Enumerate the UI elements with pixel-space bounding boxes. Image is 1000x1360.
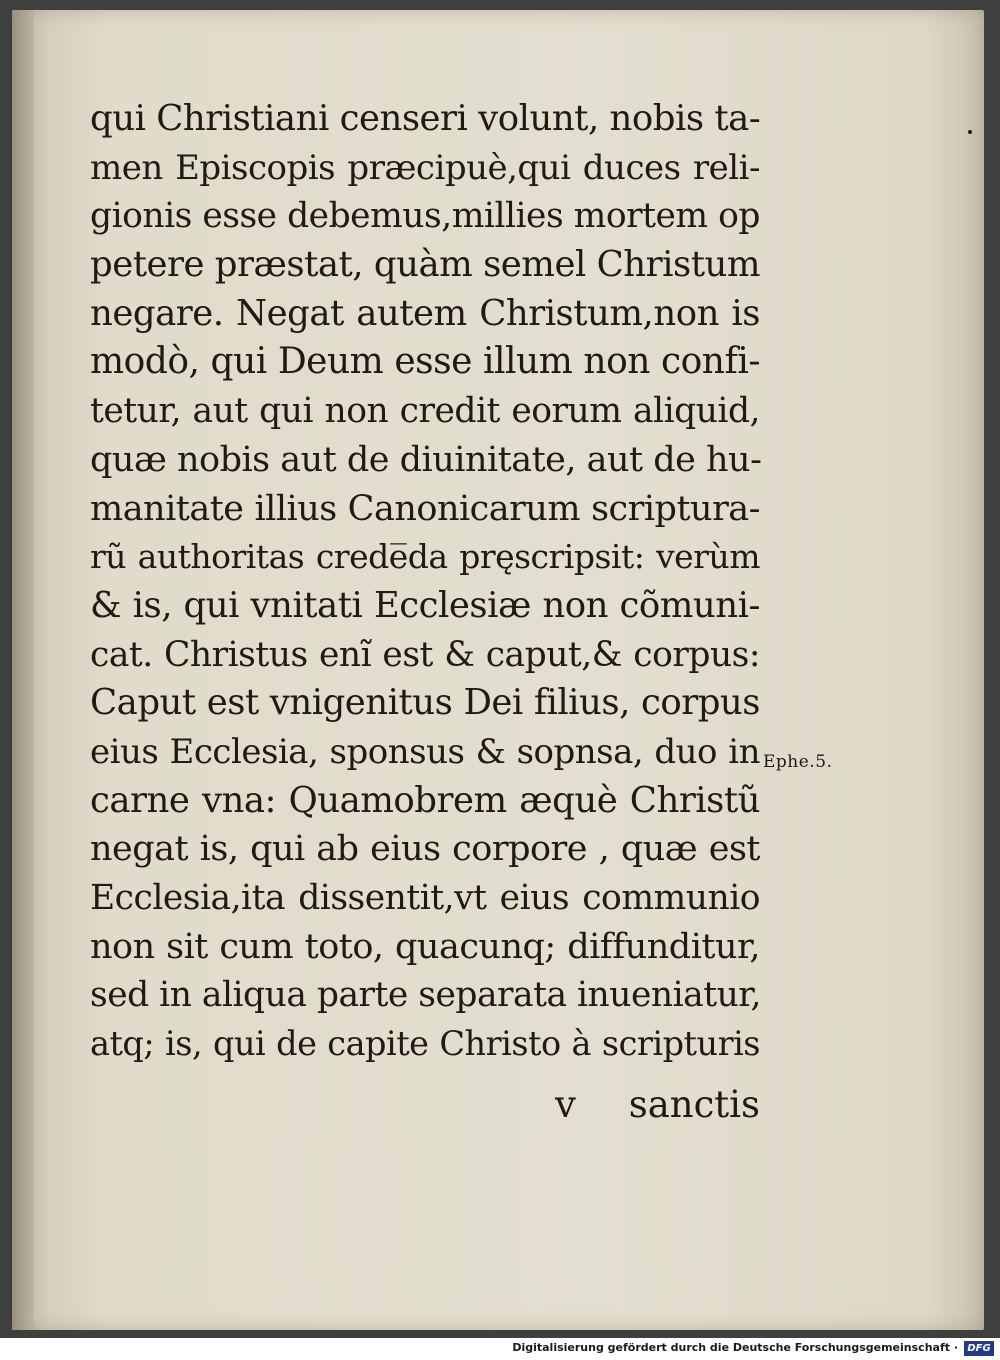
text-line: manitate illius Canonicarum scriptura- [90, 488, 760, 529]
text-line: eius Ecclesia, sponsus & sopnsa, duo in [90, 731, 760, 772]
ink-speck [968, 130, 972, 134]
signature-mark: v [555, 1083, 576, 1126]
text-line: non sit cum toto, quacunq; diffunditur, [90, 926, 760, 967]
text-line: modò, qui Deum esse illum non confi- [90, 341, 760, 383]
text-line: Ecclesia,ita dissentit,vt eius communio [90, 878, 760, 918]
page-gutter-shadow [12, 10, 34, 1330]
text-line: qui Christiani censeri volunt, nobis ta- [90, 98, 761, 139]
text-line: rũ authoritas crede̅da pręscripsit: verùm [90, 537, 760, 577]
text-line: Caput est vnigenitus Dei filius, corpus [90, 682, 760, 724]
text-line: petere præstat, quàm semel Christum [90, 244, 760, 286]
catchword: sanctis [628, 1083, 760, 1126]
text-line: negare. Negat autem Christum,non is [90, 292, 760, 334]
text-line: quæ nobis aut de diuinitate, aut de hu- [90, 439, 762, 480]
footer-bar [0, 1338, 1000, 1360]
text-line: cat. Christus enĩ est & caput,& corpus: [90, 634, 760, 675]
text-line: negat is, qui ab eius corpore , quæ est [90, 829, 760, 870]
margin-note: Ephe.5. [763, 752, 833, 772]
text-line: tetur, aut qui non credit eorum aliquid, [90, 391, 760, 432]
text-line: sed in aliqua parte separata inueniatur, [90, 975, 761, 1016]
footer-credit: Digitalisierung gefördert durch die Deutsche Forschungsgemeinschaft · [512, 1341, 958, 1354]
body-text [90, 95, 760, 1069]
text-line: atq; is, qui de capite Christo à scripturis [90, 1024, 760, 1064]
catchline [90, 1081, 760, 1129]
text-line: & is, qui vnitati Ecclesiæ non cõmuni- [90, 584, 760, 626]
text-line: men Episcopis præcipuè,qui duces reli- [90, 147, 760, 188]
text-line: carne vna: Quamobrem æquè Christũ [90, 779, 760, 821]
dfg-logo: DFG [964, 1341, 994, 1356]
text-line: gionis esse debemus,millies mortem op [90, 196, 760, 237]
